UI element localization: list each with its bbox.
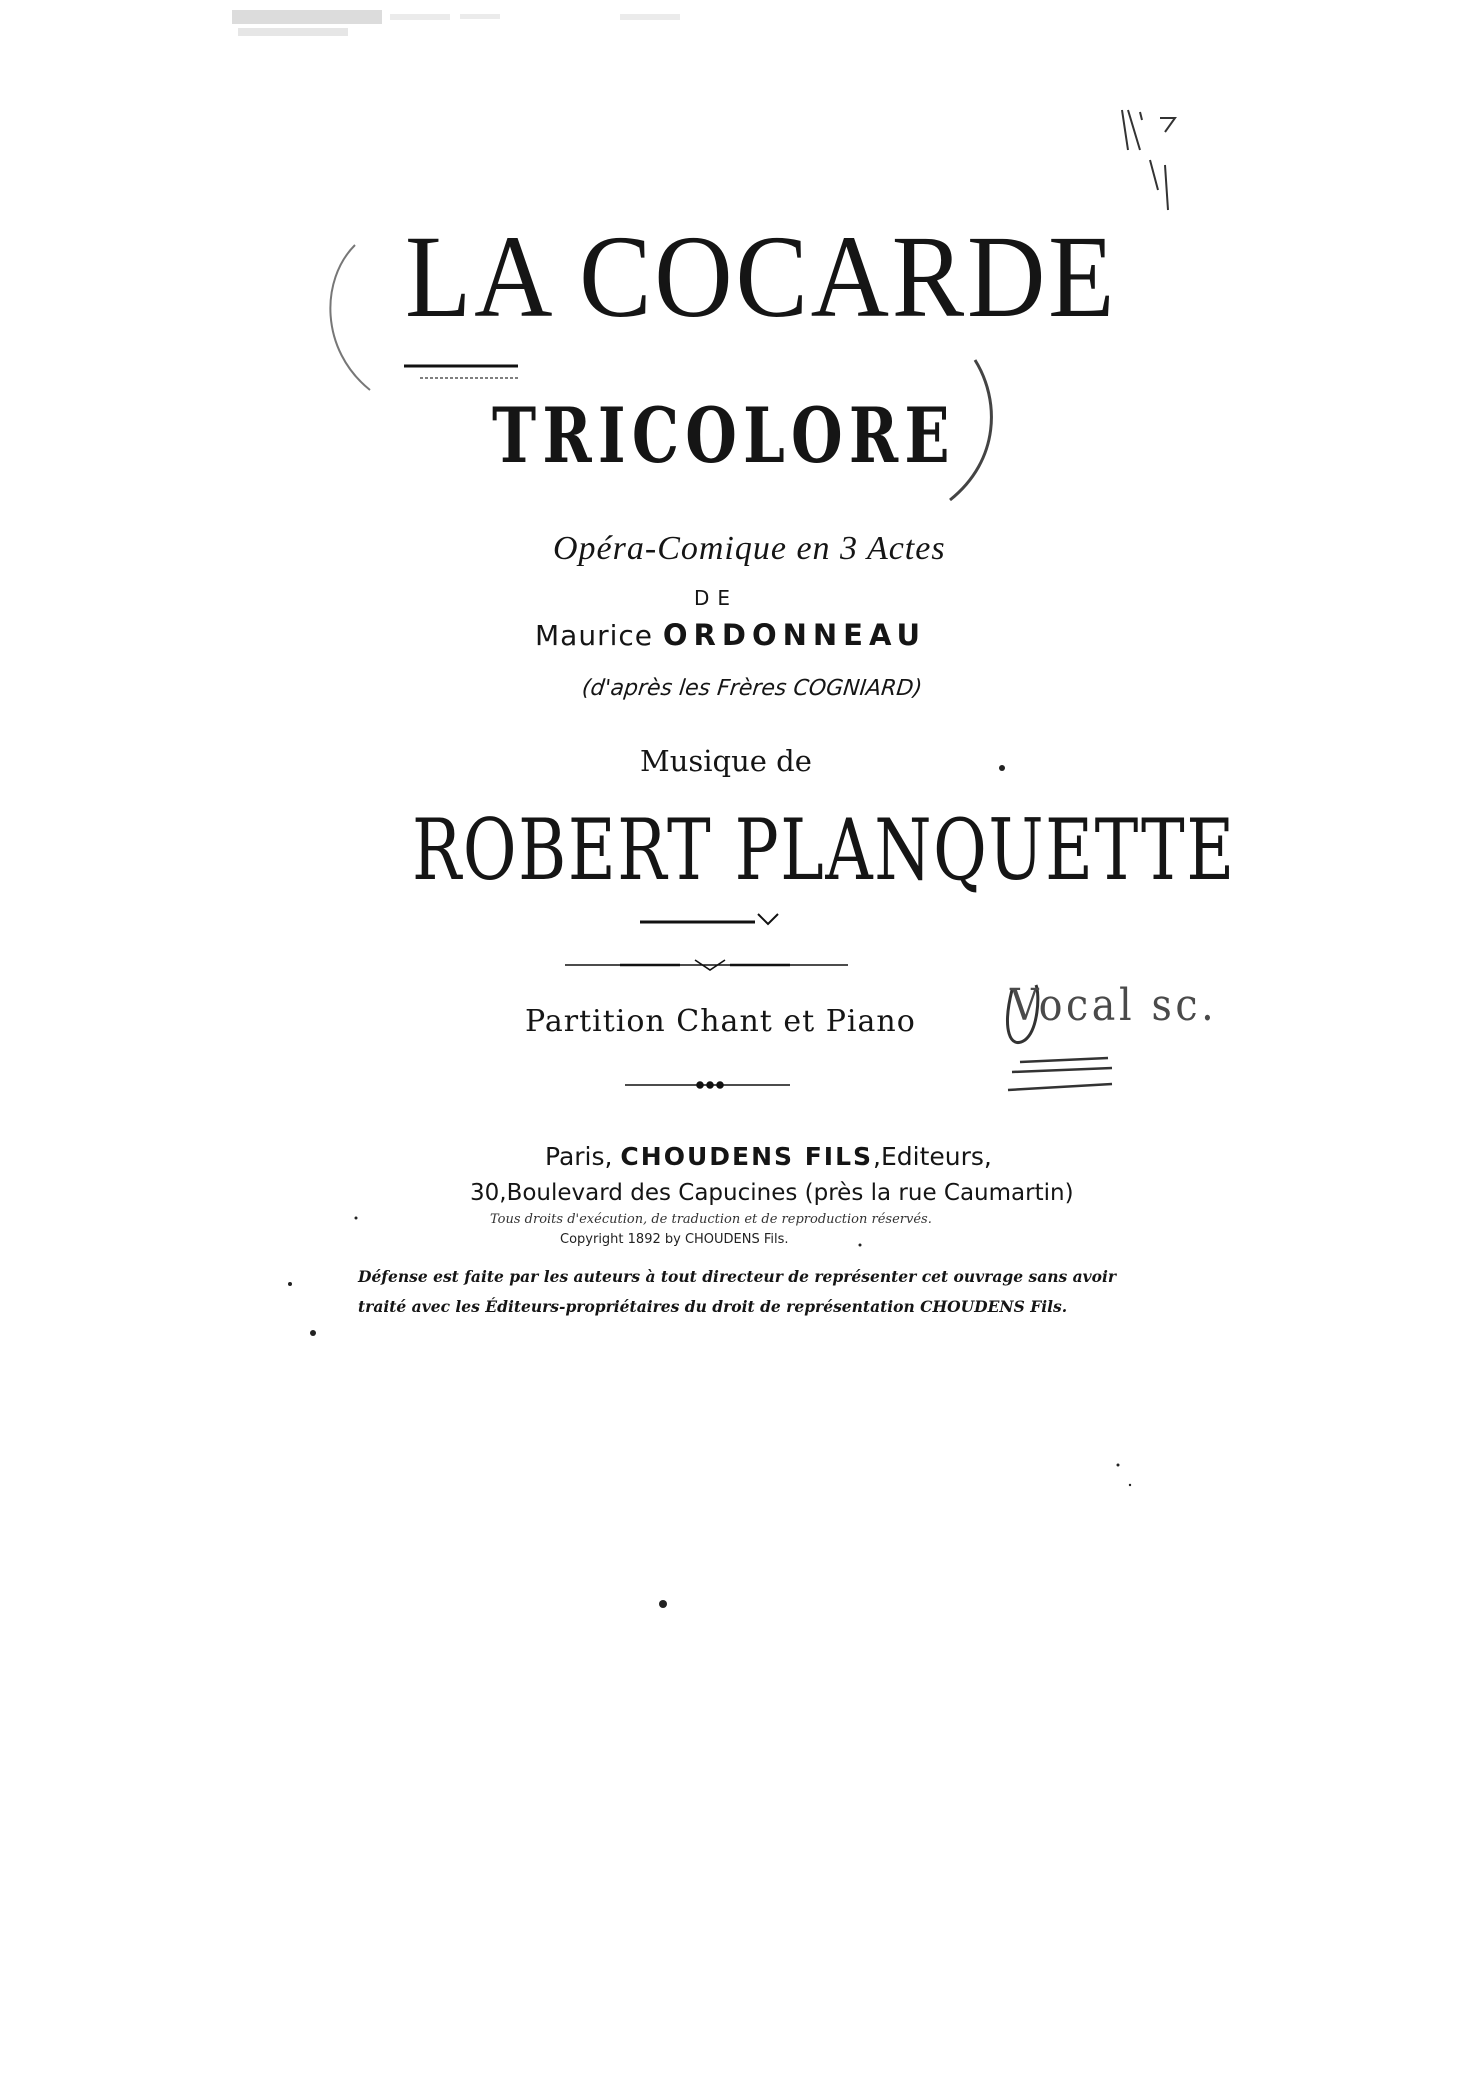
publisher-role: ,Editeurs, (873, 1142, 992, 1171)
performance-notice (358, 1262, 1118, 1322)
composer-name: ROBERT PLANQUETTE (412, 801, 1236, 899)
de-label: DE (694, 586, 739, 610)
librettist-surname: ORDONNEAU (662, 618, 927, 652)
librettist-first-name: Maurice (535, 619, 653, 652)
ornament-rule-1 (565, 960, 848, 970)
pencil-underline (1008, 1058, 1112, 1090)
title-line-1: LA COCARDE (405, 211, 1118, 342)
publisher-house: CHOUDENS FILS (620, 1142, 874, 1171)
rights-reserved: Tous droits d'exécution, de traduction et de reproduction réservés. (490, 1212, 932, 1227)
handwritten-note: Vocal sc. (1010, 980, 1218, 1031)
score-type: Partition Chant et Piano (525, 1004, 916, 1039)
left-pencil-bracket (330, 245, 370, 390)
music-by-label: Musique de (640, 744, 812, 778)
publisher-address: 30,Boulevard des Capucines (près la rue Caumartin) (470, 1180, 1074, 1206)
corner-mark (1122, 110, 1175, 210)
ornament-rule-2 (625, 1082, 790, 1088)
copyright-line: Copyright 1892 by CHOUDENS Fils. (560, 1232, 789, 1247)
title-line-2: TRICOLORE (492, 391, 956, 480)
source-attribution: (d'après les Frères COGNIARD) (580, 676, 924, 701)
publisher-line (545, 1142, 992, 1171)
librettist (535, 618, 926, 652)
library-stamp (232, 10, 680, 36)
notice-line-1: Défense est faite par les auteurs à tout directeur de représenter cet ouvrage sans avoir (358, 1267, 1117, 1286)
notice-line-2: traité avec les Éditeurs-propriétaires du droit de représentation CHOUDENS Fils. (358, 1297, 1068, 1316)
publisher-city: Paris, (545, 1142, 613, 1171)
right-pencil-bracket (950, 360, 991, 500)
subtitle: Opéra-Comique en 3 Actes (553, 530, 946, 567)
